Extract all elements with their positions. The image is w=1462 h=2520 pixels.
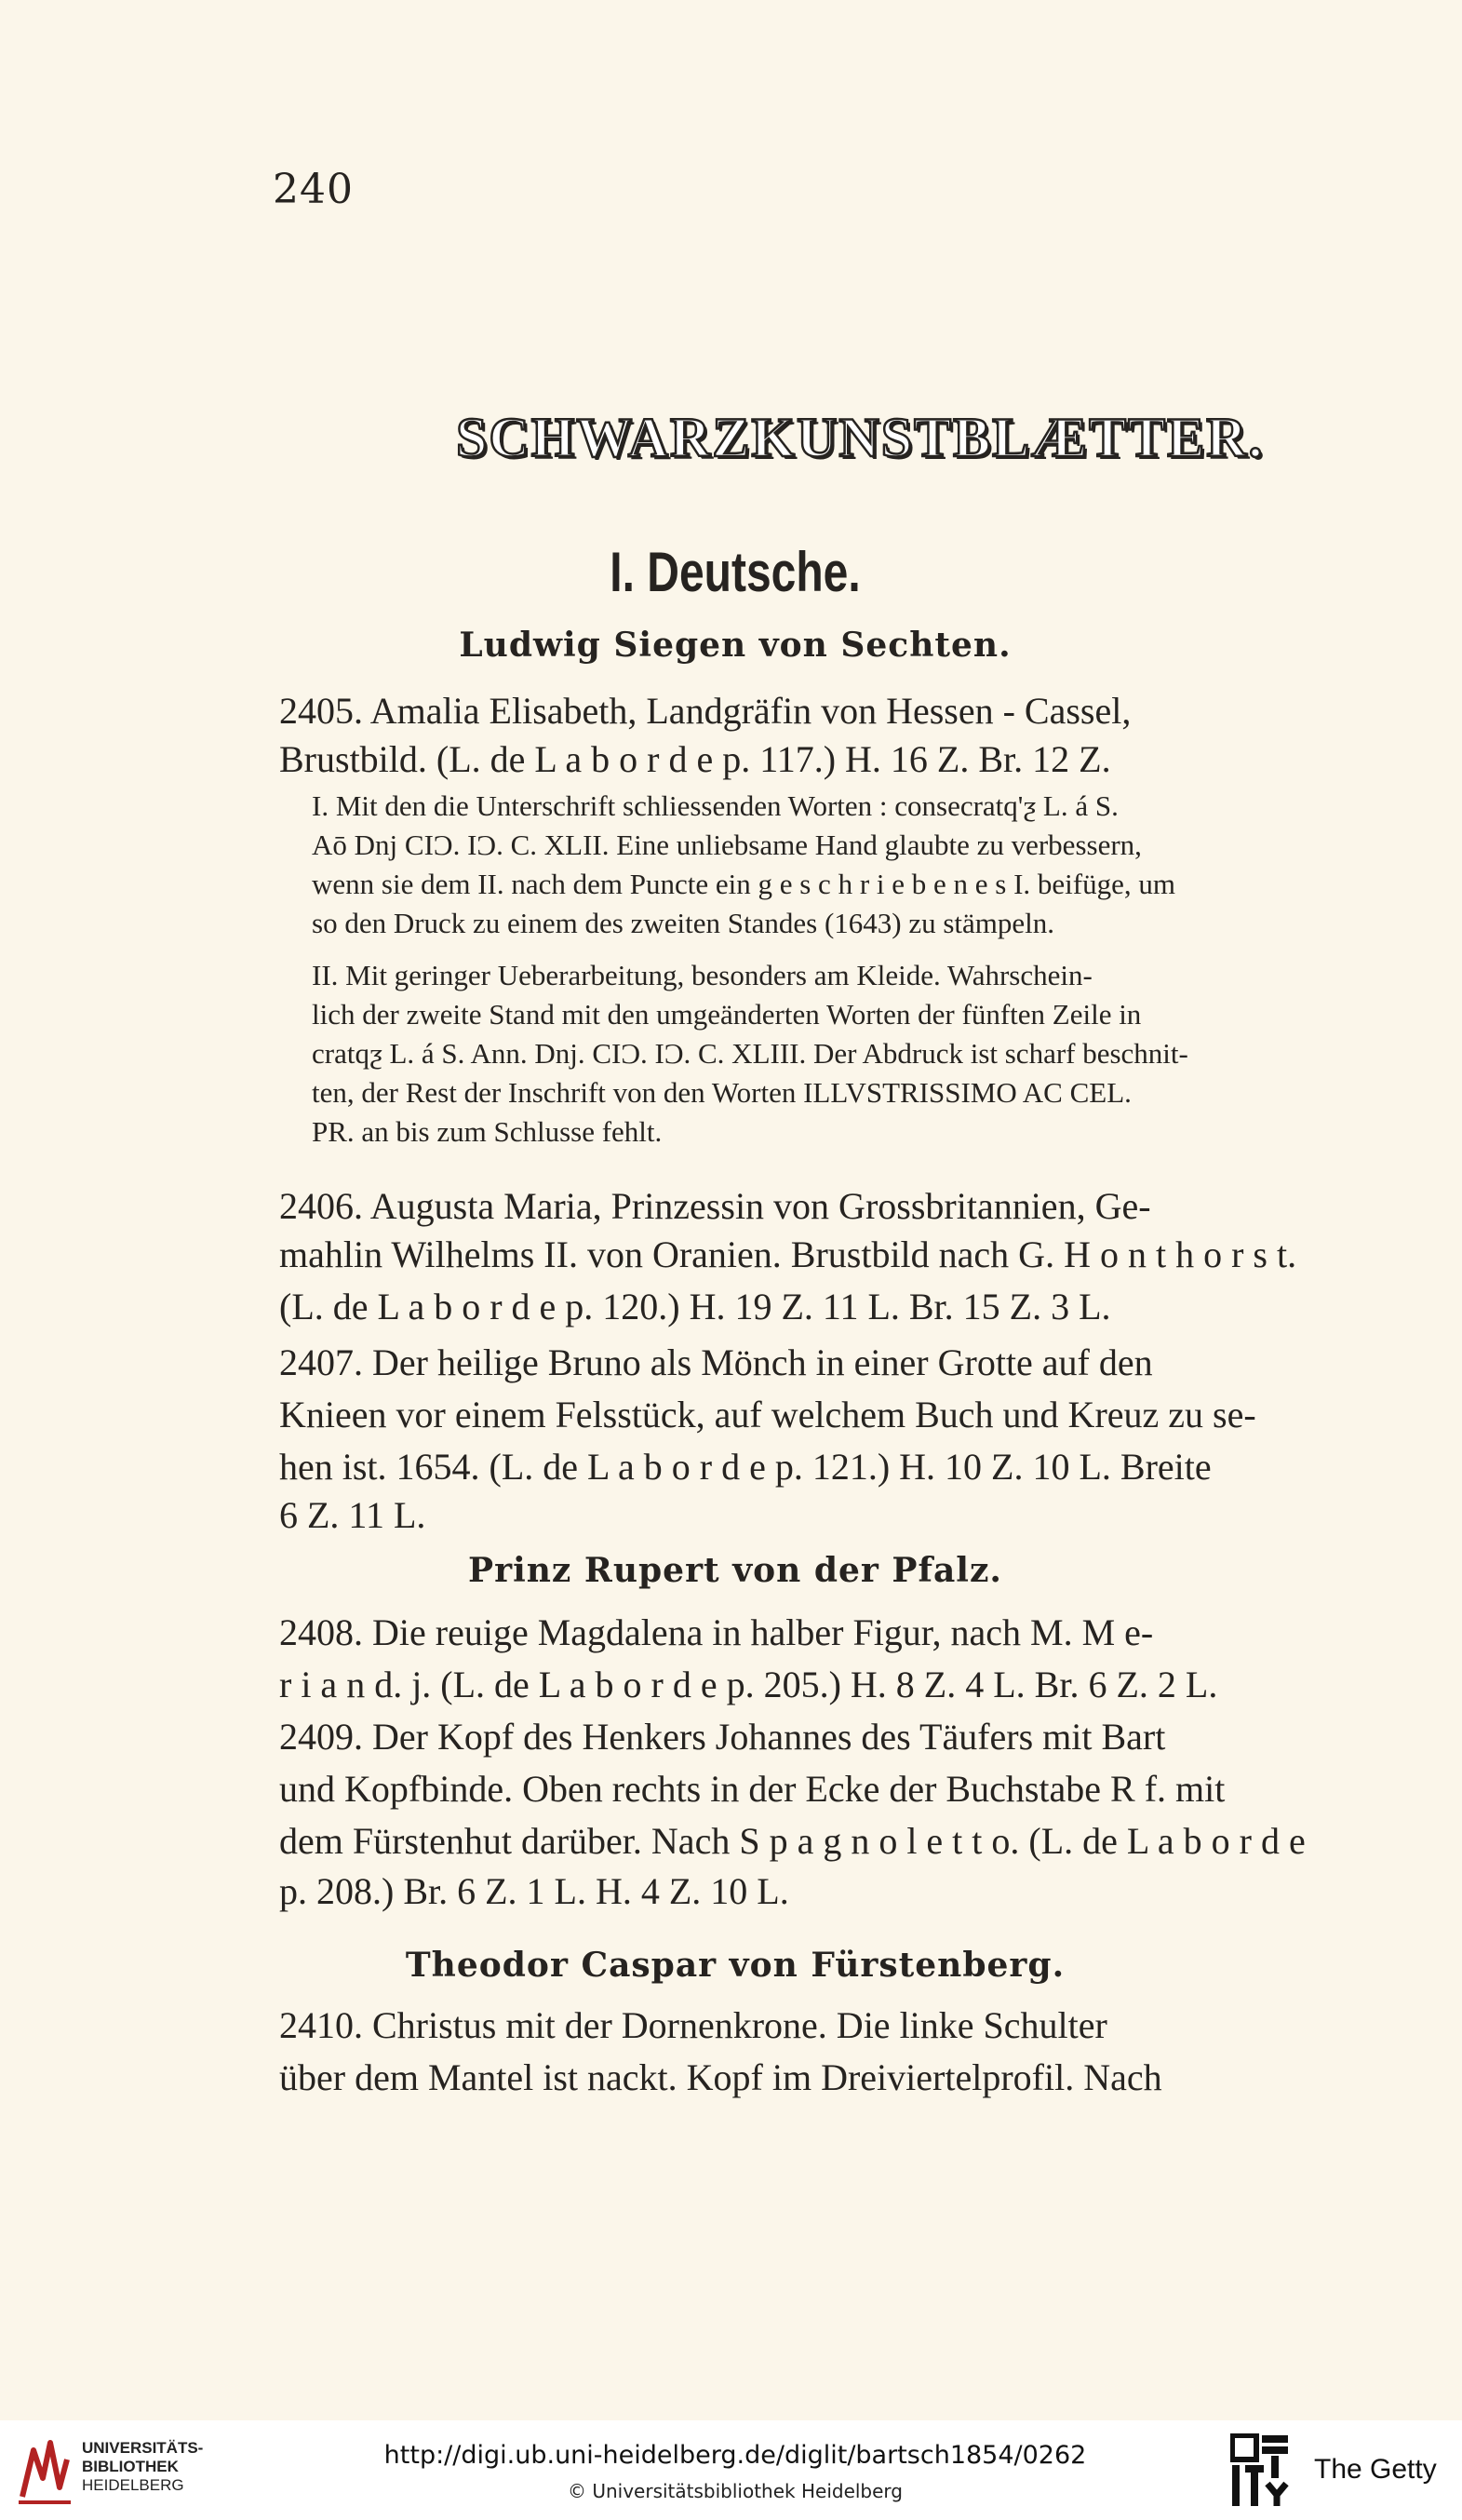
artist-heading: Prinz Rupert von der Pfalz. — [468, 1551, 1002, 1590]
text-line: 2405. Amalia Elisabeth, Landgräfin von Hessen - Cassel, — [279, 690, 1132, 732]
text-line: und Kopfbinde. Oben rechts in der Ecke der Buchstabe R f. mit — [279, 1768, 1226, 1810]
text-line: hen ist. 1654. (L. de L a b o r d e p. 121.) H. 10 Z. 10 L. Breite — [279, 1446, 1212, 1488]
text-line: Knieen vor einem Felsstück, auf welchem Buch und Kreuz zu se- — [279, 1394, 1256, 1435]
note-line: II. Mit geringer Ueberarbeitung, besonders am Kleide. Wahrschein- — [312, 959, 1093, 991]
text-line: 2406. Augusta Maria, Prinzessin von Grossbritannien, Ge- — [279, 1185, 1151, 1227]
text-line: 2408. Die reuige Magdalena in halber Figur, nach M. M e- — [279, 1611, 1154, 1653]
note-line: ten, der Rest der Inschrift von den Worten ILLVSTRISSIMO AC CEL. — [312, 1076, 1132, 1109]
page-number: 240 — [273, 166, 354, 213]
text-line: r i a n d. j. (L. de L a b o r d e p. 205.) H. 8 Z. 4 L. Br. 6 Z. 2 L. — [279, 1664, 1218, 1705]
note-line: PR. an bis zum Schlusse fehlt. — [312, 1115, 663, 1148]
note-line: I. Mit den die Unterschrift schliessenden Worten : consecratq'ƺ L. á S. — [312, 789, 1119, 822]
text-line: 2407. Der heilige Bruno als Mönch in einer Grotte auf den — [279, 1341, 1153, 1383]
university-name: UNIVERSITÄTS- BIBLIOTHEK HEIDELBERG — [82, 2439, 204, 2494]
university-library-logo-icon — [15, 2432, 74, 2506]
text-line: Brustbild. (L. de L a b o r d e p. 117.) H. 16 Z. Br. 12 Z. — [279, 738, 1111, 780]
artist-heading: Theodor Caspar von Fürstenberg. — [405, 1946, 1066, 1985]
text-line: p. 208.) Br. 6 Z. 1 L. H. 4 Z. 10 L. — [279, 1870, 789, 1912]
text-line: 2409. Der Kopf des Henkers Johannes des Täufers mit Bart — [279, 1716, 1166, 1758]
text-line: dem Fürstenhut darüber. Nach S p a g n o l e t t o. (L. de L a b o r d e — [279, 1820, 1306, 1862]
artist-heading: Ludwig Siegen von Sechten. — [459, 626, 1012, 665]
getty-logo-icon — [1230, 2433, 1290, 2510]
getty-name: The Getty — [1314, 2454, 1437, 2485]
note-line: lich der zweite Stand mit den umgeänderten Worten der fünften Zeile in — [312, 998, 1142, 1031]
copyright-text: © Universitätsbibliothek Heidelberg — [567, 2480, 903, 2502]
text-line: über dem Mantel ist nackt. Kopf im Dreiviertelprofil. Nach — [279, 2056, 1162, 2098]
text-line: mahlin Wilhelms II. von Oranien. Brustbild nach G. H o n t h o r s t. — [279, 1233, 1297, 1275]
text-line: 6 Z. 11 L. — [279, 1494, 426, 1536]
section-title: I. Deutsche. — [610, 541, 861, 603]
note-line: Aō Dnj CIϽ. IϽ. C. XLII. Eine unliebsame Hand glaubte zu verbessern, — [312, 829, 1142, 861]
text-line: (L. de L a b o r d e p. 120.) H. 19 Z. 11 L. Br. 15 Z. 3 L. — [279, 1286, 1111, 1327]
note-line: cratqƺ L. á S. Ann. Dnj. CIϽ. IϽ. C. XLIII. Der Abdruck ist scharf beschnit- — [312, 1037, 1188, 1070]
text-line: 2410. Christus mit der Dornenkrone. Die linke Schulter — [279, 2004, 1107, 2046]
source-url-link[interactable]: http://digi.ub.uni-heidelberg.de/diglit/bartsch1854/0262 — [383, 2441, 1087, 2470]
page-title: SCHWARZKUNSTBLÆTTER. — [456, 407, 1265, 468]
note-line: so den Druck zu einem des zweiten Standes (1643) zu stämpeln. — [312, 907, 1055, 939]
note-line: wenn sie dem II. nach dem Puncte ein g e s c h r i e b e n e s I. beifüge, um — [312, 868, 1175, 900]
